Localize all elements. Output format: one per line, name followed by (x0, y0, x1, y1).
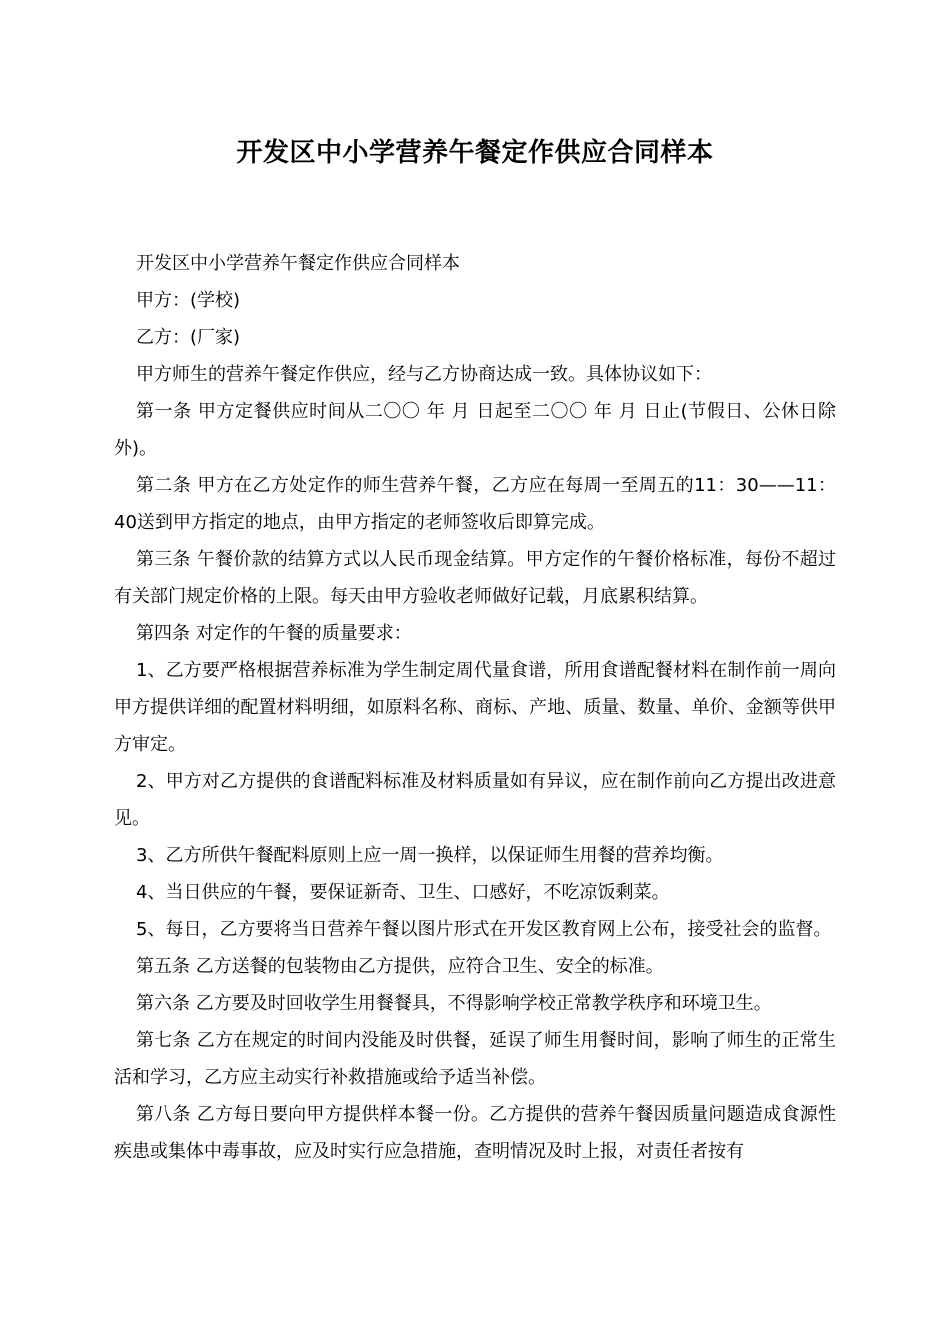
article-7-paragraph: 第七条 乙方在规定的时间内没能及时供餐，延误了师生用餐时间，影响了师生的正常生活和学习，乙方应主动实行补救措施或给予适当补偿。 (114, 1030, 836, 1088)
article-4-item-2: 2、甲方对乙方提供的食谱配料标准及材料质量如有异议，应在制作前向乙方提出改进意见。 (114, 771, 836, 829)
preamble-paragraph: 甲方师生的营养午餐定作供应，经与乙方协商达成一致。具体协议如下： (136, 364, 712, 385)
article-4-item-1: 1、乙方要严格根据营养标准为学生制定周代量食谱，所用食谱配餐材料在制作前一周向甲方提供详细的配置材料明细，如原料名称、商标、产地、质量、数量、单价、金额等供甲方审定。 (114, 660, 836, 755)
article-5-paragraph: 第五条 乙方送餐的包装物由乙方提供，应符合卫生、安全的标准。 (136, 956, 664, 977)
document-body (114, 245, 836, 1170)
article-6-paragraph: 第六条 乙方要及时回收学生用餐餐具，不得影响学校正常教学秩序和环境卫生。 (136, 993, 772, 1014)
party-b-paragraph: 乙方：(厂家) (136, 327, 241, 348)
party-a-paragraph: 甲方：(学校) (136, 290, 241, 311)
article-2-paragraph: 第二条 甲方在乙方处定作的师生营养午餐，乙方应在每周一至周五的11：30——11：40送到甲方指定的地点，由甲方指定的老师签收后即算完成。 (114, 475, 836, 533)
document-title: 开发区中小学营养午餐定作供应合同样本 (236, 138, 714, 168)
article-3-paragraph: 第三条 午餐价款的结算方式以人民币现金结算。甲方定作的午餐价格标准，每份不超过有关部门规定价格的上限。每天由甲方验收老师做好记载，月底累积结算。 (114, 549, 836, 607)
article-4-item-5: 5、每日，乙方要将当日营养午餐以图片形式在开发区教育网上公布，接受社会的监督。 (136, 919, 832, 940)
article-4-item-4: 4、当日供应的午餐，要保证新奇、卫生、口感好，不吃凉饭剩菜。 (136, 882, 670, 903)
article-4-paragraph: 第四条 对定作的午餐的质量要求： (136, 623, 412, 644)
article-1-paragraph: 第一条 甲方定餐供应时间从二〇〇 年 月 日起至二〇〇 年 月 日止(节假日、公休日除外)。 (114, 401, 836, 459)
subtitle-paragraph: 开发区中小学营养午餐定作供应合同样本 (136, 253, 460, 274)
article-8-paragraph: 第八条 乙方每日要向甲方提供样本餐一份。乙方提供的营养午餐因质量问题造成食源性疾患或集体中毒事故，应及时实行应急措施，查明情况及时上报，对责任者按有 (114, 1104, 836, 1162)
article-4-item-3: 3、乙方所供午餐配料原则上应一周一换样，以保证师生用餐的营养均衡。 (136, 845, 724, 866)
